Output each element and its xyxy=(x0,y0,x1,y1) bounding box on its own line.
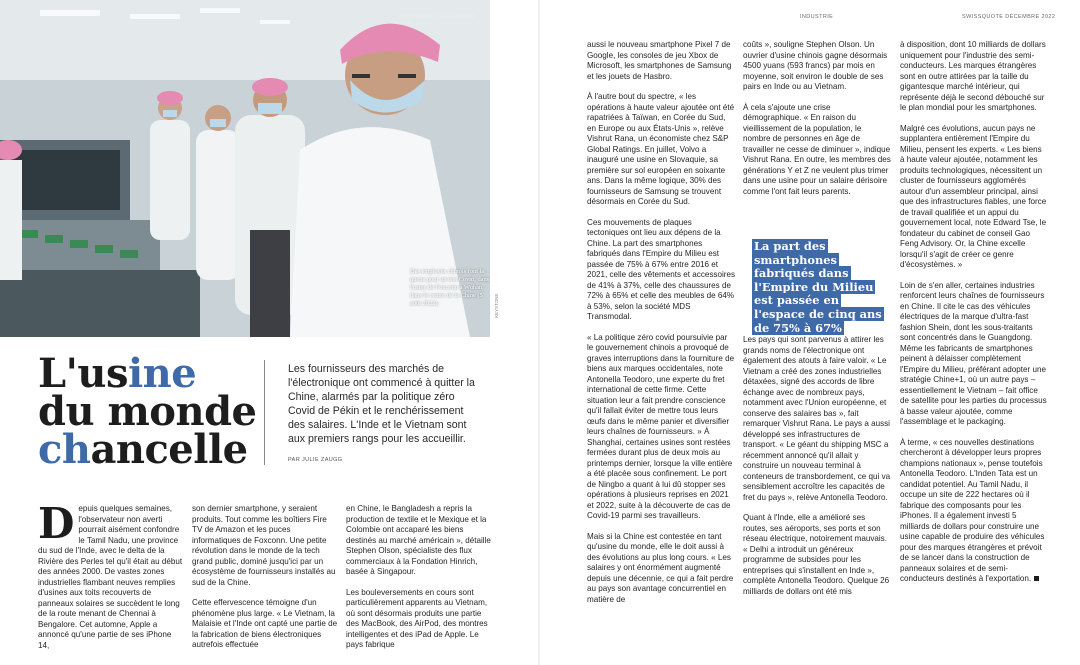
paragraph: coûts », souligne Stephen Olson. Un ouvrier d'usine chinois gagne désormais 4500 yuans (593 francs) par mois en moyenne, soit environ le double de ses pairs en Inde ou au Vietnam. xyxy=(743,40,888,91)
factory-photo xyxy=(0,0,490,337)
body-column-4 xyxy=(587,40,735,615)
headline xyxy=(38,350,257,473)
paragraph: Les bouleversements en cours sont particulièrement apparents au Vietnam, où sont désormais produits une partie des MacBook, des AirPod, des montres intelligentes et des iPad de Apple. Le pays fabrique xyxy=(346,587,488,649)
headline-part-accent: ine xyxy=(127,350,197,397)
paragraph: aussi le nouveau smartphone Pixel 7 de Google, les consoles de jeu Xbox de Microsoft, les smartphones de Samsung et les jouets de Hasbro. xyxy=(587,40,732,81)
photo-running-header: SWISSQUOTE DÉCEMBRE 2022 xyxy=(400,14,476,26)
paragraph xyxy=(900,438,1048,585)
body-column-1 xyxy=(38,499,184,661)
paragraph: Loin de s'en aller, certaines industries renforcent leurs chaînes de fournisseurs en Chine. Il cite le cas des véhicules électriques de la marque d'ultra-fast fashion Shein, dont les sous-traitants sont concentrés dans le Guangdong. Même les fabricants de smartphones peinent à délaisser complètement l'Empire du Milieu, préférant adopter une stratégie Chine+1, où un autre pays – essentiellement le Vietnam – fait office de satellite pour les parties du processus à basse valeur ajoutée, comme l'assemblage et le packaging. xyxy=(900,280,1047,426)
body-column-6 xyxy=(900,40,1048,595)
body-column-3 xyxy=(346,504,492,661)
right-page xyxy=(540,0,1080,665)
photo-caption: Des employés chinois font la queue pour un test Covid, dans l'usine de Foxconn à Wuhan, dans le centre de la Chine (5 août 2022). xyxy=(410,268,490,307)
end-mark-icon xyxy=(1034,576,1039,581)
paragraph: « La politique zéro covid poursuivie par le gouvernement chinois a provoqué de graves interruptions dans la fourniture de biens aux marques occidentales, note Antonella Teodoro, une experte du fret international de cette firme. Cette situation leur a fait prendre conscience qu'il fallait éviter de mettre tous leurs œufs dans le même panier et diversifier leurs chaînes de fournisseurs. » À Shanghai, certaines usines sont restées fermées durant plus de deux mois au printemps dernier, lorsque la ville entière a été placée sous confinement. Le port de Ningbo a quant à lui dû stopper ses opérations à plusieurs reprises en 2021 et 2022, suite à la découverte de cas de Covid-19 parmi ses travailleurs. xyxy=(587,332,735,520)
paragraph: Quant à l'Inde, elle a amélioré ses routes, ses aéroports, ses ports et son réseau électrique, notoirement mauvais. « Delhi a introduit un généreux programme de subsides pour les entreprises qui s'installent en Inde », complète Antonella Teodoro. Quelque 26 milliards de dollars ont été mis xyxy=(743,513,890,596)
paragraph: Les pays qui sont parvenus à attirer les grands noms de l'électronique ont également des atouts à faire valoir. « Le Vietnam a créé des zones industrielles détaxées, signé des accords de libre échange avec de nombreux pays, notamment avec l'Union européenne, et conserve des salaires bas », fait remarquer Vishrut Rana. Le pays a aussi développé ses infrastructures de transport. « Le géant du shipping MSC a récemment annoncé qu'il allait y construire un nouveau terminal à conteneurs de transbordement, ce qui va sensiblement accroître les capacités de fret du pays », relève Antonella Teodoro. xyxy=(743,335,891,502)
pull-quote-text: La part des smartphones fabriqués dans l'Empire du Milieu est passée en l'espace de cinq ans de 75% à 67% xyxy=(754,239,882,335)
section-header: INDUSTRIE xyxy=(800,14,834,20)
running-header: SWISSQUOTE DÉCEMBRE 2022 xyxy=(962,14,1056,20)
paragraph: Cette effervescence témoigne d'un phénomène plus large. « Le Vietnam, la Malaisie et l'Inde ont capté une partie de la fabrication de biens électroniques autrefois effectuée xyxy=(192,598,338,649)
paragraph: À l'autre bout du spectre, « les opérations à haute valeur ajoutée ont été rapatriées à Taïwan, en Corée du Sud, en Europe ou aux États-Unis », relève Vishrut Rana, un économiste chez S&P Global Ratings. En juillet, Volvo a inauguré une usine en Slovaquie, sa première sur sol européen en soixante ans. Dans la même logique, 30% des fournisseurs de Samsung se trouvent désormais en Corée du Sud. xyxy=(587,92,735,206)
paragraph: Ces mouvements de plaques tectoniques ont lieu aux dépens de la Chine. La part des smartphones fabriqués dans l'Empire du Milieu est passée de 75% à 67% entre 2016 et 2021, celle des vêtements et accessoires de 41% à 37%, celle des chaussures de 72% à 65% et celle des meubles de 64% à 53%, selon la société MDS Transmodal. xyxy=(587,217,736,321)
body-column-2 xyxy=(192,504,338,661)
headline-part-accent: ch xyxy=(38,426,91,473)
divider xyxy=(264,360,265,465)
drop-cap: D xyxy=(38,499,75,548)
headline-part: ancelle xyxy=(90,426,248,473)
paragraph: à disposition, dont 10 milliards de dollars uniquement pour l'industrie des semi-conducteurs. Les marques étrangères sont en outre attirées par la taille du gigantesque marché intérieur, qui représente déjà le second débouché sur le plan mondial pour les smartphones. xyxy=(900,40,1046,112)
headline-part: L'us xyxy=(38,350,128,397)
paragraph: Malgré ces évolutions, aucun pays ne supplantera entièrement l'Empire du Milieu, pensent les experts. « Les biens à haute valeur ajoutée, notamment les produits technologiques, nécessitent un cluster de fournisseurs agglomérés autour d'un assembleur principal, ainsi que des infrastructures fiables, une force de travail qualifiée et un appui du gouvernement local, note Edward Tse, le fondateur du cabinet de conseil Gao Feng Advisory. Or, la Chine excelle lorsqu'il s'agit de créer ce genre d'écosystèmes. » xyxy=(900,123,1047,269)
byline: PAR JULIE ZAUGG xyxy=(288,457,343,463)
paragraph: son dernier smartphone, y seraient produits. Tout comme les boîtiers Fire TV de Amazon et les puces informatiques de Foxconn. Une petite révolution dans le monde de la tech grand public, dominé jusqu'ici par un écosystème de fournisseurs installés au sud de la Chine. xyxy=(192,504,336,587)
photo-credit: KEYSTONE xyxy=(494,293,499,318)
paragraph: À cela s'ajoute une crise démographique. « En raison du vieillissement de la population, le nombre de personnes en âge de travailler ne cesse de diminuer », indique Vishrut Rana. En outre, les membres des générations Y et Z ne veulent plus trimer dans une usine pour un salaire dérisoire comme l'ont fait leurs parents. xyxy=(743,102,891,196)
paragraph: en Chine, le Bangladesh a repris la production de textile et le Mexique et la Colombie ont accaparé les biens destinés au marché américain », détaille Stephen Olson, spécialiste des flux commerciaux à la Fondation Hinrich, basée à Singapour. xyxy=(346,504,491,576)
pull-quote xyxy=(752,240,888,335)
paragraph: epuis quelques semaines, l'observateur non averti pourrait aisément confondre le Tamil Nadu, une province du sud de l'Inde, avec le delta de la Rivière des Perles tel qu'il était au début des années 2000. De vastes zones industrielles flambant neuves remplies d'usines aux toits recouverts de panneaux solaires se succèdent le long de la route menant de Chennai à Bengalore. Cet automne, Apple a annoncé qu'une partie de ses iPhone 14, xyxy=(38,504,183,650)
paragraph: Mais si la Chine est contestée en tant qu'usine du monde, elle le doit aussi à des évolutions au plus long cours. « Les salaires y ont énormément augmenté depuis une décennie, ce qui a fait perdre au pays son avantage concurrentiel en matière de xyxy=(587,531,734,604)
headline-line-3 xyxy=(38,426,256,473)
headline-line-2: du monde xyxy=(38,388,257,435)
standfirst: Les fournisseurs des marchés de l'électronique ont commencé à quitter la Chine, alarmés par la politique zéro Covid de Pékin et le renchérissement des salaires. L'Inde et le Vietnam sont aux premiers rangs pour les accueillir. xyxy=(288,363,475,445)
paragraph-text: À terme, « ces nouvelles destinations chercheront à développer leurs propres champions nationaux », pense toutefois Antonella Teodoro. L'Inden Tata est un candidat potentiel. Au Tamil Nadu, il occupe un site de 222 hectares où il fabrique des composants pour les iPhones. Il a également investi 5 milliards de dollars pour construire une usine capable de produire des véhicules pour des marques étrangères et prévoit de se lancer dans la construction de panneaux solaires et de semi-conducteurs destinés à l'exportation. xyxy=(900,437,1045,583)
